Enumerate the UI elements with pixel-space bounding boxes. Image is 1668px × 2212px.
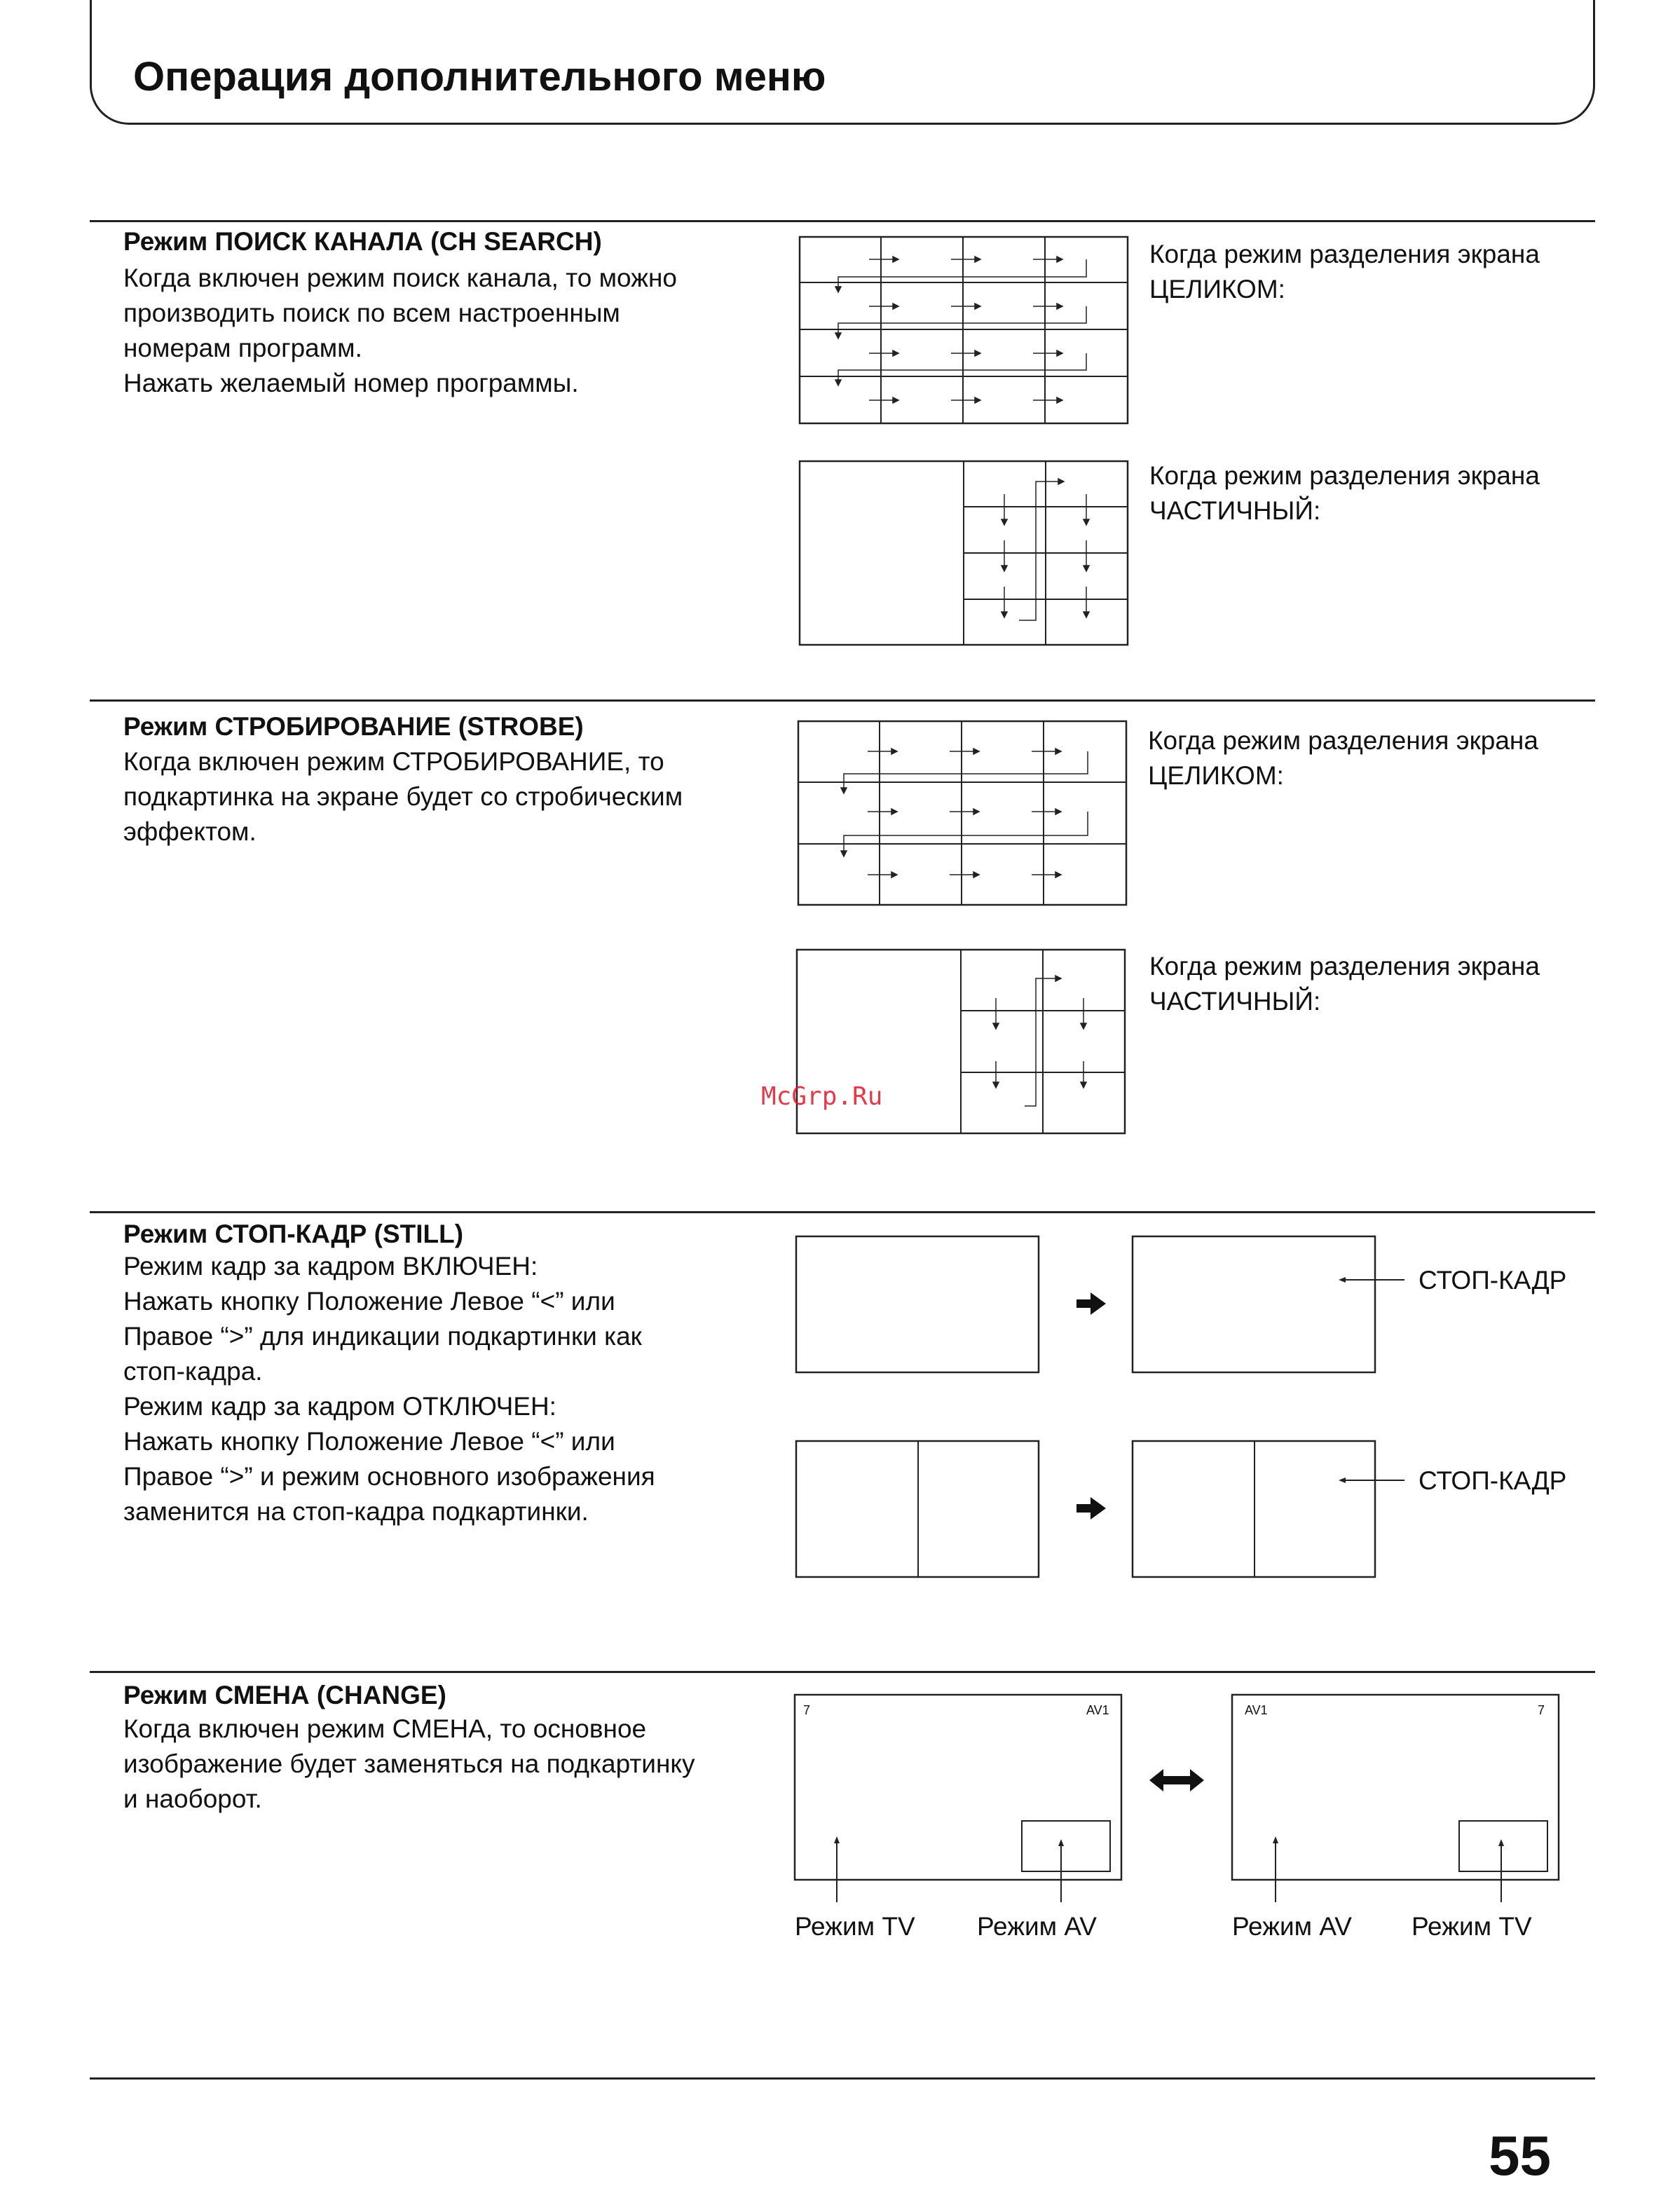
change-screen2-label-right: Режим TV — [1411, 1912, 1532, 1941]
change-screen1-label-left: Режим TV — [795, 1912, 915, 1941]
change-title: Режим СМЕНА (CHANGE) — [123, 1681, 446, 1709]
ch-search-caption-full: Когда режим разделения экрана ЦЕЛИКОМ: — [1149, 240, 1540, 303]
change-screen2-label-left: Режим AV — [1232, 1912, 1352, 1941]
section-divider — [90, 220, 1595, 222]
change-screen1-right-tag: AV1 — [1086, 1703, 1109, 1717]
still-label-1: СТОП-КАДР — [1419, 1266, 1567, 1295]
strobe-text: Когда включен режим СТРОБИРОВАНИЕ, то подкартинка на экране будет со стробическим эффектом. — [123, 747, 683, 846]
strobe-caption-partial: Когда режим разделения экрана ЧАСТИЧНЫЙ: — [1149, 952, 1540, 1016]
ch-search-full-diagram — [799, 236, 1128, 424]
change-screen2-left-tag: AV1 — [1245, 1703, 1268, 1717]
ch-search-partial-diagram — [799, 460, 1128, 646]
strobe-full-diagram — [798, 721, 1127, 906]
change-screen1-left-tag: 7 — [803, 1703, 811, 1717]
ch-search-text: Когда включен режим поиск канала, то можно производить поиск по всем настроенным номерам программ. Нажать желаемый номер программы. — [123, 264, 677, 397]
still-title: Режим СТОП-КАДР (STILL) — [123, 1220, 464, 1248]
ch-search-caption-partial: Когда режим разделения экрана ЧАСТИЧНЫЙ: — [1149, 461, 1540, 525]
change-text: Когда включен режим СМЕНА, то основное изображение будет заменяться на подкартинку и наоборот. — [123, 1714, 695, 1813]
still-text: Режим кадр за кадром ВКЛЮЧЕН: Нажать кнопку Положение Левое “<” или Правое “>” для индикации подкартинки как стоп-кадра. Режим кадр за кадром ОТКЛЮЧЕН: Нажать кнопку Положение Левое “<” или Правое “>” и режим основного изображения заменится на стоп-кадра подкартинки. — [123, 1252, 655, 1526]
change-diagram — [792, 1692, 1563, 1916]
still-diagram-row1 — [795, 1235, 1426, 1375]
still-label-2: СТОП-КАДР — [1419, 1466, 1567, 1495]
section-divider — [90, 1671, 1595, 1673]
section-divider — [90, 699, 1595, 702]
strobe-title: Режим СТРОБИРОВАНИЕ (STROBE) — [123, 712, 584, 741]
strobe-caption-full: Когда режим разделения экрана ЦЕЛИКОМ: — [1148, 726, 1538, 790]
still-diagram-row2 — [795, 1440, 1426, 1580]
section-divider — [90, 1211, 1595, 1213]
footer-divider — [90, 2077, 1595, 2080]
page-title: Операция дополнительного меню — [133, 54, 826, 100]
change-screen1-label-right: Режим AV — [977, 1912, 1097, 1941]
page-number: 55 — [1489, 2124, 1551, 2187]
ch-search-title: Режим ПОИСК КАНАЛА (CH SEARCH) — [123, 227, 602, 256]
change-screen2-right-tag: 7 — [1538, 1703, 1545, 1717]
watermark: McGrp.Ru — [761, 1082, 883, 1111]
